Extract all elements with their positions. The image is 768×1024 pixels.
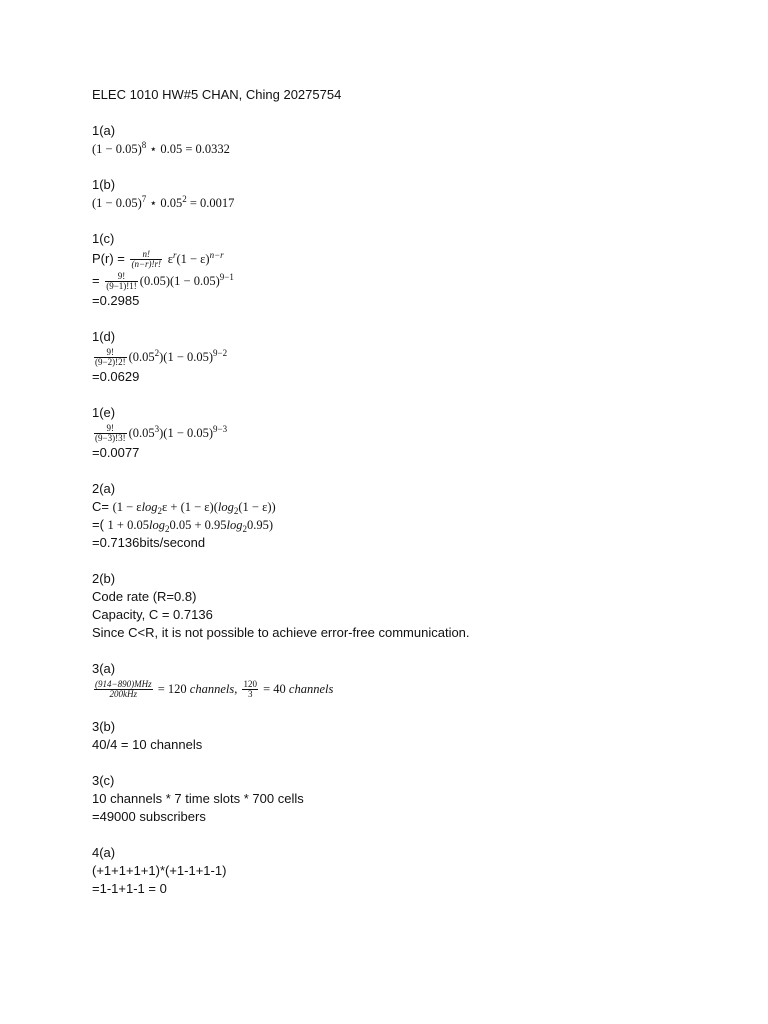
q1c-result: =0.2985	[92, 293, 140, 308]
q1d-label: 1(d)	[92, 329, 116, 344]
q1e-fraction: $\frac{9!}{(9-3)!3!}$	[95, 423, 126, 444]
q2b-line: Capacity, C = 0.7136	[92, 607, 213, 622]
q3a-fraction-2: $\frac{120}{3}$	[243, 679, 257, 700]
q3c-label: 3(c)	[92, 773, 115, 788]
q1c-fraction-2: $\frac{9!}{(9-1)!1!}$	[106, 271, 137, 292]
q1e-label: 1(e)	[92, 405, 116, 420]
q3a-equation: $\frac{\text{(914−890)MHz}}{\text{200kHz}}$ = 120 channels, $\frac{120}{3}$ = 40 channels	[95, 679, 334, 700]
q1d-fraction: $\frac{9!}{(9-2)!2!}$	[95, 347, 126, 368]
homework-page	[92, 86, 732, 898]
q2a-formula: $C= (1 - \varepsilon\log_2\varepsilon + (1 - \varepsilon)(\log_2(1 - \varepsilon))$	[92, 499, 276, 516]
document-header: ELEC 1010 HW#5 CHAN, Ching 20275754	[92, 87, 342, 102]
q1e-result: =0.0077	[92, 445, 140, 460]
q1c-label: 1(c)	[92, 231, 115, 246]
q1d-result: =0.0629	[92, 369, 140, 384]
q1e-equation: $\frac{9!}{(9-3)!3!}$ $(0.05^3)(1 - 0.05)^{9-3}$	[95, 423, 228, 444]
q2a-label: 2(a)	[92, 481, 116, 496]
q4a-line: =1-1+1-1 = 0	[92, 881, 167, 896]
q3a-fraction: $\frac{\text{(914−890)MHz}}{\text{200kHz}}$	[95, 679, 152, 700]
q2a-result: =0.7136bits/second	[92, 535, 206, 550]
q2b-line: Code rate (R=0.8)	[92, 589, 197, 604]
q2b-label: 2(b)	[92, 571, 116, 586]
q2b-line: Since C<R, it is not possible to achieve error-free communication.	[92, 625, 470, 640]
q1b-equation: $(1 - 0.05)^7$ ⋆ $0.05^2 = 0.0017$	[92, 194, 235, 210]
q1b-label: 1(b)	[92, 177, 116, 192]
q1d-equation: $\frac{9!}{(9-2)!2!}$ $(0.05^2)(1 - 0.05)^{9-2}$	[95, 347, 228, 368]
q1c-substitution: = $\frac{9!}{(9-1)!1!}$ $(0.05)(1 - 0.05)^{9-1}$	[92, 271, 234, 292]
q1a-equation: $(1 - 0.05)^8$ ⋆ 0.05 = 0.0332	[92, 140, 230, 156]
q4a-line: (+1+1+1+1)*(+1-1+1-1)	[92, 863, 227, 878]
q3b-label: 3(b)	[92, 719, 116, 734]
q3a-label: 3(a)	[92, 661, 116, 676]
q3b-line: 40/4 = 10 channels	[92, 737, 203, 752]
q1c-formula: P(r) = $\frac{n!}{(n-r)!r!}$ $\varepsilon^r(1 - \varepsilon)^{n-r}$	[92, 249, 224, 270]
q3c-line: 10 channels * 7 time slots * 700 cells	[92, 791, 304, 806]
q3c-line: =49000 subscribers	[92, 809, 206, 824]
q1c-fraction: $\frac{n!}{(n-r)!r!}$	[131, 249, 162, 270]
q1a-label: 1(a)	[92, 123, 116, 138]
q2a-substitution: =( $1 + 0.05\log_20.05 + 0.95\log_20.95$)	[92, 517, 274, 534]
q4a-label: 4(a)	[92, 845, 116, 860]
